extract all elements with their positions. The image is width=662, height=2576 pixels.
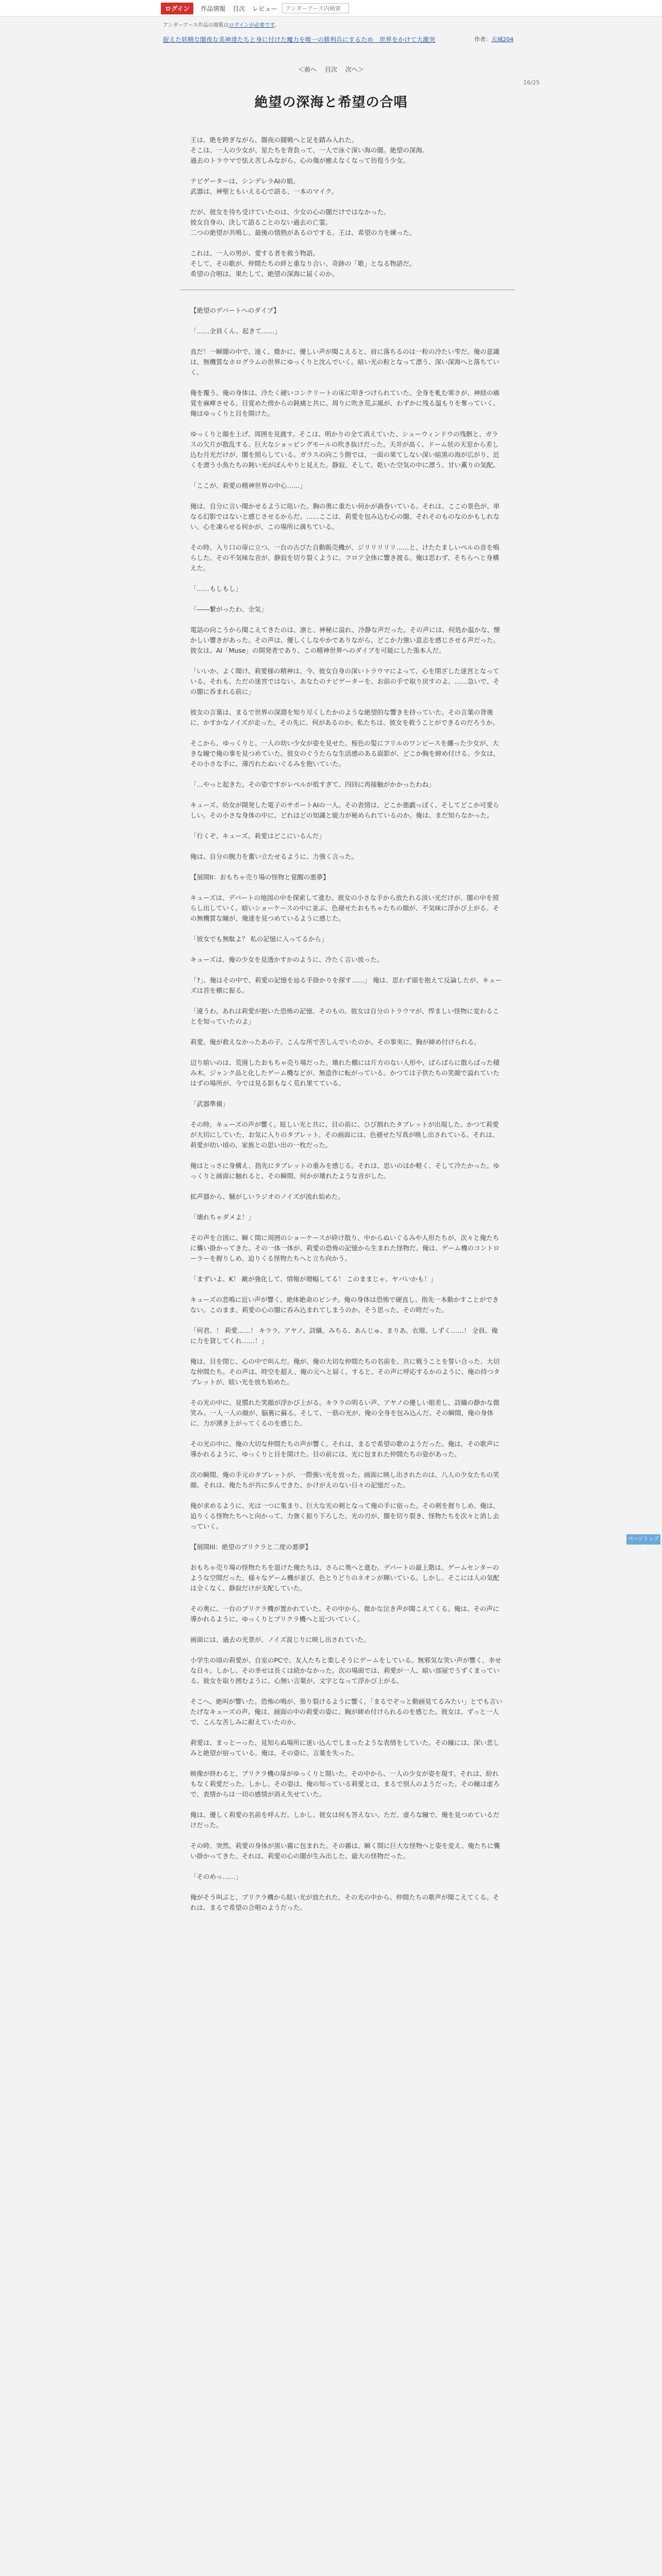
- paragraph: その光の中に、俺の大切な仲間たちの声が響く。それは、まるで希望の歌のようだった。俺は、その歌声に導かれるように、ゆっくりと目を開けた。目の前には、光に包まれた仲間たちの姿があった。: [190, 1440, 500, 1458]
- paragraph: 俺が求めるように、光は一つに集まり、巨大な光の剣となって俺の手に宿った。その剣を握りしめ、俺は、迫りくる怪物たちへと向かって、力強く振り下ろした。光の刃が、闇を切り裂き、怪物たちを次々と消し去っていく。: [190, 1502, 500, 1530]
- notice-login-link[interactable]: ログインが必要です: [228, 23, 275, 28]
- paragraph: 【絶望のデパートへのダイブ】: [190, 307, 280, 314]
- paragraph: 俺はとっさに身構え、指先にタブレットの重みを感じる。それは、思いのほか軽く、そして冷たかった。ゆっくりと画面に触れると、その瞬間、何かが壊れたような音がした。: [190, 1162, 500, 1180]
- toc-link[interactable]: 目次: [324, 66, 337, 73]
- paragraph: 「――繋がったわ、全気」: [190, 605, 268, 613]
- chapter-title: 絶望の深海と希望の合唱: [254, 95, 408, 110]
- paragraph: 王は、絶を跨ぎながら、闇夜の闘戦へと足を踏み入れた。 そこは、一人の少女が、星たちを背負って、一人で泳ぐ深い海の闇。絶望の深海。 過去のトラウマで怯え苦しみながら、心の傷が癒えなくなって彷徨う少女。: [190, 136, 429, 164]
- paragraph: そこから、ゆっくりと、一人の幼い少女が姿を見せた。桜色の髪にフリルのワンピースを纏った少女が、大きな瞳で俺の事を見つめていた。彼女のぐうたらな生活感のある面影が、どこか胸を締め付ける。少女は、その小さな手に、薄汚れたぬいぐるみを抱いていた。: [190, 739, 500, 768]
- login-button[interactable]: ログイン: [161, 3, 193, 14]
- author-label: 作者：: [474, 36, 491, 43]
- nav-item-review[interactable]: レビュー: [252, 5, 277, 12]
- paragraph: 画面には、過去の光景が、ノイズ混じりに映し出されていた。: [190, 1636, 370, 1643]
- paragraph: だが、彼女を待ち受けていたのは、少女の心の闇だけではなかった。 彼女自身の、決して語ることのない過去の亡霊。 二つの絶望が共鳴し、最後の情熱があるのでする。王は、希望の力を練った。: [190, 208, 416, 236]
- paragraph: キューズの悲鳴に近い声が響く。絶体絶命のピンチ。俺の身体は恐怖で硬直し、指先一本動かすことができない。このまま、莉愛の心の闇に呑み込まれてしまうのか。そう思った、その時だった。: [190, 1296, 499, 1314]
- paragraph: ゆっくりと顔を上げ、周囲を見渡す。そこは、明かりの全て消えていた、シューウィンドウの残骸と、ガラスの欠片が散乱する、巨大なショッピングモールの吹き抜けだった。天井が高く、ドーム状の天窓から差し込む月光だけが、闇を照らしている。ガラスの向こう側では、一面の果てしない深い暗黒の海が広がり、近くを漂う小魚たちの鈍い光がぼんやりと見えた。静寂、そして、乾いた空気の中に漂う、甘い薫りの気配。: [190, 430, 500, 469]
- paragraph: 直だ！一瞬闇の中で、遠く、微かに、優しい声が聞こえると、肩に落ちるのは一粒の冷たい雫だ。俺の意識は、無機質なホログラムの世界にゆっくりと沈んでいく。暗い光の粒となって漂う、深い深海へと落ちていく。: [190, 348, 500, 376]
- top-navigation: [0, 0, 662, 16]
- paragraph: 莉愛は、まっとーった、見知らぬ場所に迷い込んでしまったような表情をしていた。その瞳には、深い悲しみと絶望が宿っている。俺は、その姿に、言葉を失った。: [190, 1739, 500, 1757]
- paragraph: 俺は、優しく莉愛の名前を呼んだ。しかし、彼女は何も答えない。ただ、虚ろな瞳で、俺を見つめているだけだった。: [190, 1811, 500, 1829]
- paragraph: 俺は、自分の腕力を奮い立たせるように、力強く言った。: [190, 853, 358, 860]
- paragraph: 電話の向こうから聞こえてきたのは、凛と、神秘に溢れ、冷静な声だった。その声には、何処か温かな、懐かしい響きがあった。その声は、優しくしなやかでありながら、どこか力強い意志を感じさせる声だった。彼女は、AI「Muse」の開発者であり、この精神世界へのダイブを可能にした張本人だ。: [190, 626, 500, 654]
- next-chapter-link[interactable]: 次へ＞: [345, 66, 364, 73]
- paragraph: 小学生の頃の莉愛が、自室のPCで、友人たちと楽しそうにゲームをしている。無邪気な笑い声が響く、幸せな日々。しかし、その幸せは長くは続かなかった。次の場面では、莉愛が一人、暗い部屋でうずくまっている。彼女を取り囲むように、心無い言葉が、文字となって浮かび上がる。: [190, 1656, 502, 1685]
- paragraph: 次の瞬間、俺の手元のタブレットが、一際強い光を放った。画面に映し出されたのは、八人の少女たちの笑顔。それは、俺たちが共に歩んできた、かけがえのない日々の記憶だった。: [190, 1471, 500, 1489]
- paragraph: 「彼女でも無駄よ？ 私の記憶に入ってるから」: [190, 935, 328, 943]
- paragraph: 俺を覆う、俺の身体は、冷たく硬いコンクリートの床に叩きつけられていた。全身を軋む寒さが、神経の痛覚を麻痺させる。目覚めた傍からの鈍痛と共に、周りに吹き荒ぶ風が、わずかに残る温もりを奪っていく。俺はゆっくりと目を開けた。: [190, 389, 500, 417]
- paragraph: 「いいか、よく聞け。莉愛様の精神は、今、彼女自身の深いトラウマによって、心を閉ざした迷宮となっている。それも、ただの迷宮ではない。あなたのナビゲーターを、お前の手で取り戻すのよ。……急いで、その闇に呑まれる前に」: [190, 667, 500, 696]
- nav-item-toc[interactable]: 目次: [233, 5, 245, 12]
- paragraph: キューズ。幼女が開発した電子のサポートAIの一人。その表情は、どこか悪戯っぽく、そしてどこか可愛らしい。その小さな身体の中に、どれほどの知識と能力が秘められているのか。俺は、まだ知らなかった。: [190, 801, 500, 819]
- paragraph: 「武器準備」: [190, 1100, 229, 1108]
- paragraph: 俺がそう叫ぶと、プリクラ機から眩い光が放たれた。その光の中から、仲間たちの歌声が聞こえてくる。それは、まるで希望の合唱のようだった。: [190, 1893, 500, 1911]
- paragraph: 「…やっと起きた。その姿ですがレベルが低すぎて、四回に再接触がかかったわね」: [190, 781, 435, 788]
- prev-chapter-link[interactable]: ＜前へ: [298, 66, 317, 73]
- search-input[interactable]: [282, 3, 349, 13]
- work-title-link[interactable]: 捉えた妖精な闇夜な美神達たちと身に付けた魔力を唯一の勝利兵にするため 世界をかけて大激突: [163, 36, 436, 43]
- paragraph: 「違うわ。あれは莉愛が抱いた恐怖の記憶、そのもの。彼女は自分のトラウマが、悍ましい怪物に変わることを知っていたのよ」: [190, 1007, 500, 1025]
- paragraph: 辺り暗いのは、荒廃したおもちゃ売り場だった。壊れた棚には片方のない人形や、ばらばらに散らばった積み木、ジャンク品と化したゲーム機などが、無造作に転がっている。かつては子供たちの笑顔で溢れていたはずの場所が、今では見る影もなく荒れ果てている。: [190, 1059, 500, 1087]
- notice-text: アンダーアース作品の閲覧は: [163, 23, 229, 28]
- page-top-button[interactable]: ページトップへ: [626, 1534, 660, 1545]
- paragraph: 「そのめっ……」: [190, 1873, 242, 1880]
- chapter-text: [190, 135, 503, 1923]
- paragraph: その時、キューズの声が響く。眩しい光と共に、目の前に、ひび割れたタブレットが出現した。かつて莉愛が大切にしていた、お気に入りのタブレット。その画面には、色褪せた写真が映し出されている。それは、莉愛が幼い頃の、家族との思い出の一枚だった。: [190, 1121, 499, 1149]
- paragraph: 拡声器から、騒がしいラジオのノイズが流れ始めた。: [190, 1193, 344, 1200]
- paragraph: そこへ、絶叫が響いた。恐怖の鳴が、張り裂けるように響く。「まるでぞっと動画見てるみたい」とでも言いたげなキューズの声。俺は、画面の中の莉愛の姿に、胸が締め付けられるのを感じた。彼女は、ずっと一人で、こんな苦しみに耐えていたのか。: [190, 1698, 503, 1726]
- paragraph: 「……全員くん、起きて……」: [190, 327, 281, 335]
- chapter-pager: [0, 65, 662, 74]
- paragraph: 彼女の言葉は、まるで世界の深淵を知り尽くしたかのような絶望的な響きを持っていた。その言葉の背後に、かすかなノイズが走った。その先に、何があるのか。私たちは、彼女を救うことができるのだろうか。: [190, 708, 499, 726]
- notice-suffix: 。: [274, 23, 280, 28]
- paragraph: テビゲーターは、シンデレラAIの娘。 武器は、神聖ともいえる心で語る、一本のマイク。: [190, 177, 338, 195]
- paragraph: 「行くぞ、キューズ。莉愛はどこにいるんだ」: [190, 832, 326, 840]
- top-navigation-bar: [161, 3, 349, 14]
- author-info: [474, 35, 514, 43]
- paragraph: 莉愛。俺が救えなかったあの子。こんな所で苦しんでいたのか。その事実に、胸が締め付けられる。: [190, 1038, 481, 1046]
- page-counter: 16/25: [523, 79, 540, 86]
- paragraph: 「……もしもし」: [190, 585, 242, 592]
- paragraph: 「壊れちゃダメよ！」: [190, 1213, 255, 1221]
- paragraph: 【展開II：おもちゃ売り場の怪物と覚醒の悪夢】: [190, 873, 329, 881]
- paragraph: 「ここが、莉愛の精神世界の中心……」: [190, 482, 307, 489]
- paragraph: その時、入り口の扉に立つ、一台の古びた自動販売機が、ジリリリリリ……と、けたたましいベルの音を鳴らした。その不気味な音が、静寂を切り裂くように、フロア全体に響き渡る。俺は思わず、そちらへと身構えた。: [190, 544, 500, 572]
- nav-item-work-info[interactable]: 作品情報: [201, 5, 226, 12]
- paragraph: 俺は、自分に言い聞かせるように呟いた。胸の奥に重たい何かが渦巻いている。それは、ここの景色が、単なる幻影ではないと感じさせるからだ。……ここは、莉愛を包み込む心の闇、それそのものなのかもしれない。心を凍らせる何かが、この場所に満ちている。: [190, 502, 500, 531]
- paragraph: 映像が終わると、プリクラ機の扉がゆっくりと開いた。その中から、一人の少女が姿を現す。それは、紛れもなく莉愛だった。しかし、その姿は、俺の知っている莉愛とは、まるで別人のようだった。その瞳は虚ろで、表情からは一切の感情が消え失せていた。: [190, 1770, 500, 1798]
- paragraph: 【展開III：絶望のプリクラと二度の悪夢】: [190, 1543, 312, 1551]
- author-name-link[interactable]: 天城204: [491, 36, 514, 43]
- paragraph: 俺は、目を閉じ、心の中で叫んだ。俺が、俺の大切な仲間たちの名前を。共に戦うことを誓い合った、大切な仲間たち。その声は、時空を超え、俺の元へと届く。すると、その声に呼応するかのように、俺の持つタブレットが、眩い光を放ち始めた。: [190, 1358, 500, 1386]
- paragraph: その時、突然、莉愛の身体が黒い霧に包まれた。その霧は、瞬く間に巨大な怪物へと姿を変え、俺たちに襲い掛かってきた。それは、莉愛の心の闇が生み出した、最大の怪物だった。: [190, 1842, 500, 1860]
- paragraph: 「まずいよ、K！ 敵が強化して、情報が増幅してる！ このままじゃ、ヤバいかも！」: [190, 1275, 437, 1283]
- paragraph: キューズは、俺の少女を見透かすかのように、冷たく言い放った。: [190, 956, 384, 963]
- paragraph: これは、一人の男が、愛する者を救う物語。 そして、その歌が、仲間たちの絆と重なり合い、奇跡の「歌」となる物語だ。 希望の合唱は、果たして、絶望の深海に届くのか。: [190, 249, 416, 278]
- paragraph: おもちゃ売り場の怪物たちを退けた俺たちは、さらに奥へと進む。デパートの最上階は、ゲームセンターのような空間だった。様々なゲーム機が並び、色とりどりのネオンが輝いている。しかし、そこには人の気配は全くなく、静寂だけが支配していた。: [190, 1564, 500, 1592]
- login-notice: [163, 21, 280, 28]
- paragraph: 「何君、！ 莉愛……！ キララ、アヤノ、詩織、みちる、あんじゅ、まりあ、衣瑠、しずく……！ 全員、俺に力を貸してくれ……！」: [190, 1327, 498, 1345]
- paragraph: キューズは、デパートの地図の中を探索して進む。彼女の小さな手から放たれる淡い光だけが、闇の中を照らし出していく。暗いショーケースの中に並ぶ、色褪せたおもちゃたちの顔が、不気味に浮かび上がる。その無機質な瞳が、俺達を見つめているように感じた。: [190, 894, 500, 922]
- paragraph: 「?」、俺はその中で、莉愛の記憶を辿る手掛かりを探す……」 俺は、思わず頭を抱えて反論したが、キューズは首を横に振る。: [190, 976, 502, 994]
- paragraph: その光の中に、見慣れた笑顔が浮かび上がる。キララの明るい声、アヤノの優しい眼差し、詩織の静かな微笑み。一人一人の顔が、脳裏に蘇る。そして、一筋の光が、俺の全身を包み込んだ。その瞬間、俺の身体に、力が湧き上がってくるのを感じた。: [190, 1399, 500, 1427]
- paragraph: その奥に、一台のプリクラ機が置かれていた。その中から、微かな泣き声が聞こえてくる。俺は、その声に導かれるように、ゆっくりとプリクラ機へと近づいていく。: [190, 1605, 500, 1623]
- paragraph: その声を合図に、瞬く間に周囲のショーケースが砕け散り、中からぬいぐるみや人形たちが、次々と俺たちに襲い掛かってきた。その一体一体が、莉愛の恐怖の記憶から生まれた怪物だ。俺は、ゲーム機のコントローラーを握りしめ、迫りくる怪物たちへと立ち向かう。: [190, 1234, 500, 1262]
